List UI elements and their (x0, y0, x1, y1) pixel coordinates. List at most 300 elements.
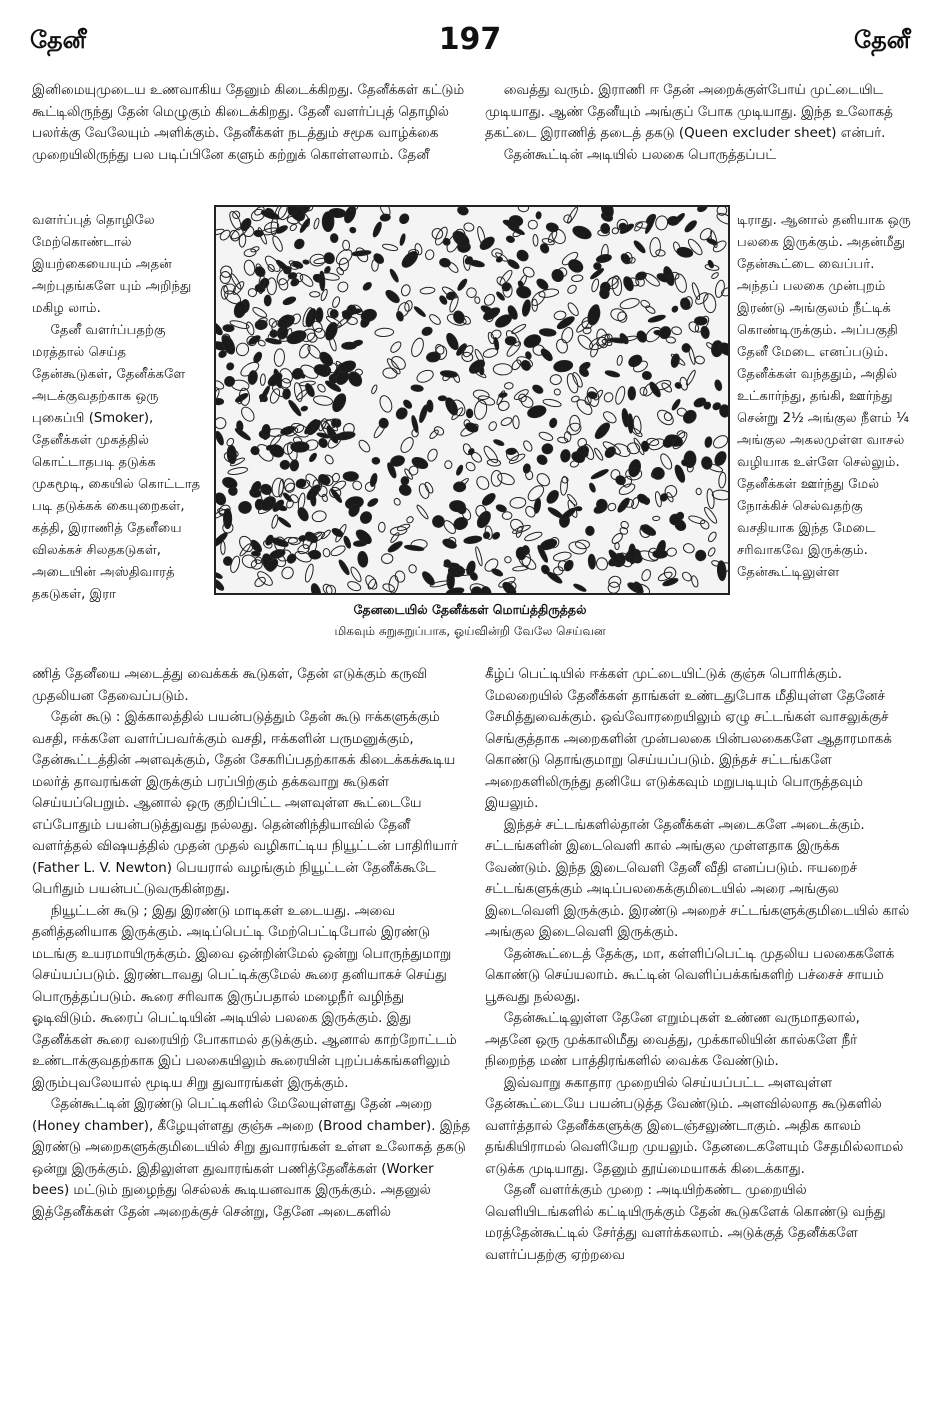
paragraph: இனிமையுமுடைய உணவாகிய தேனும் கிடைக்கிறது. தேனீக்கள் கட்டும் கூட்டிலிருந்து தேன் மெழுகும் கிடைக்கிறது. தேனீ வளர்ப்புத் தொழில் பலர்க்கு வேலேயும் அளிக்கும். தேனீக்கள் நடத்தும் சமூக வாழ்க்கை முறையிலிருந்து பல படிப்பினே களும் கற்றுக் கொள்ளலாம். தேனீ (32, 83, 465, 163)
figure-caption-title: தேனடையில் தேனீக்கள் மொய்த்திருத்தல் (353, 602, 587, 617)
bee-shape (367, 497, 380, 508)
bee-shape (400, 284, 411, 297)
bee-shape (718, 472, 726, 488)
bee-shape (633, 239, 647, 254)
bee-shape (541, 442, 554, 455)
bee-shape (409, 337, 425, 359)
bee-shape (671, 305, 679, 313)
bee-shape (696, 488, 702, 495)
bee-shape (536, 211, 542, 219)
bee-shape (331, 472, 340, 482)
bee-shape (566, 207, 579, 224)
bee-shape (466, 287, 477, 298)
paragraph: இவ்வாறு சுகாதார முறையில் செய்யப்பட்ட அளவுள்ள தேன்கூட்டையே பயன்படுத்த வேண்டும். அளவில்லாத கூடுகளில் வளர்த்தால் தேனீக்களுக்கு இடைஞ்சலுண்டாகும். அதிக காலம் தங்கியிராமல் வெளியேற முயலும். தேனடைகளேயும் சேதமில்லாமல் எடுக்க முடியாது. தேனும் தூய்மையாகக் கிடைக்காது. (485, 1075, 904, 1177)
bee-shape (542, 398, 561, 408)
bee-shape (504, 382, 513, 389)
bee-shape (480, 491, 497, 507)
bee-shape (378, 522, 385, 532)
bee-shape (464, 421, 479, 433)
bee-shape (533, 234, 539, 246)
bee-shape (330, 392, 348, 414)
bee-shape (472, 389, 489, 401)
paragraph: தேனீ வளர்க்கும் முறை : அடியிற்கண்ட முறையில் வெளியிடங்களில் கட்டியிருக்கும் தேன் கூடுகளேக் கொண்டு வந்து மரத்தேன்கூட்டில் சேர்த்து வளர்க்கலாம். அடுக்குத் தேனீக்களே வளர்ப்பதற்கு ஏற்றவை (485, 1183, 886, 1263)
bee-shape (452, 515, 470, 532)
bee-shape (474, 546, 483, 566)
bee-shape (378, 394, 394, 414)
bee-shape (271, 235, 284, 253)
bee-shape (479, 366, 484, 375)
bee-shape (317, 437, 329, 449)
bee-shape (521, 299, 531, 317)
bee-shape (248, 288, 256, 296)
bee-shape (640, 568, 652, 582)
bee-shape (336, 280, 350, 294)
paragraph: வைத்து வரும். இராணி ஈ தேன் அறைக்குள்போய் முட்டையிட முடியாது. ஆண் தேனீயும் அங்குப் போக முடியாது. இந்த உலோகத் தகட்டை இராணித் தடைத் தகடு (Queen excluder sheet) என்பர். (485, 83, 893, 141)
bee-shape (309, 550, 322, 560)
bee-shape (303, 260, 310, 265)
paragraph: தேன்கூட்டிலுள்ள தேனே எறும்புகள் உண்ண வருமாதலால், அதனே ஒரு முக்காலிமீது வைத்து, முக்காலியின் கால்களே நீர் நிறைந்த மண் பாத்திரங்களில் வைக்க வேண்டும். (485, 1011, 860, 1069)
bee-shape (455, 464, 464, 476)
bee-shape (650, 237, 661, 257)
bee-shape (421, 326, 433, 337)
bee-shape (298, 272, 315, 288)
bee-shape (550, 374, 562, 385)
bee-shape (404, 544, 424, 551)
right-column-bottom (485, 664, 910, 1266)
paragraph: தேன்கூட்டைத் தேக்கு, மா, கள்ளிப்பெட்டி முதலிய பலகைகளேக் கொண்டு செய்யலாம். கூட்டின் வெளிப்பக்கங்களிற் பச்சைச் சாயம் பூசுவது நல்லது. (485, 946, 895, 1005)
bee-shape (331, 419, 337, 428)
bee-shape (255, 319, 268, 330)
bee-shape (310, 493, 316, 506)
paragraph: ணித் தேனீயை அடைத்து வைக்கக் கூடுகள், தேன் எடுக்கும் கருவி முதலியன தேவைப்படும். (32, 667, 427, 704)
bee-shape (538, 431, 554, 443)
bee-shape (239, 405, 257, 424)
bee-shape (316, 383, 326, 394)
bee-shape (557, 437, 568, 444)
bee-shape (251, 306, 268, 320)
bee-shape (671, 398, 682, 411)
bee-shape (619, 297, 640, 311)
bee-shape (315, 308, 323, 323)
bee-shape (342, 311, 352, 320)
bee-shape (566, 257, 585, 274)
bee-shape (497, 400, 510, 412)
bee-shape (571, 395, 580, 403)
right-column-beside-figure (737, 210, 912, 584)
bee-shape (362, 281, 373, 292)
bee-shape (372, 252, 385, 265)
bee-shape (253, 575, 267, 588)
bee-shape (515, 285, 532, 299)
bee-shape (282, 492, 292, 503)
bee-shape (216, 491, 228, 507)
bee-shape (539, 328, 556, 337)
bee-shape (694, 549, 707, 562)
bee-shape (216, 531, 229, 548)
bee-shape (571, 224, 593, 241)
bee-shape (237, 534, 255, 554)
bee-shape (562, 213, 573, 224)
bee-shape (243, 259, 256, 276)
bee-shape (304, 563, 315, 582)
bee-shape (545, 488, 561, 505)
bee-shape (216, 577, 225, 591)
bee-shape (411, 415, 420, 433)
bee-shape (550, 268, 565, 284)
bee-shape (535, 453, 549, 466)
bee-shape (654, 491, 662, 507)
bee-shape (482, 531, 491, 540)
bee-shape (381, 553, 393, 564)
bee-shape (425, 249, 435, 260)
bee-shape (429, 429, 440, 440)
bee-shape (590, 278, 599, 292)
bee-shape (398, 435, 415, 454)
bee-shape (457, 207, 470, 216)
bee-shape (426, 448, 439, 463)
bee-shape (707, 260, 714, 269)
bee-shape (389, 340, 403, 354)
bee-shape (521, 265, 536, 279)
bee-shape (607, 502, 618, 512)
bee-shape (603, 391, 615, 403)
left-column-top (32, 80, 472, 166)
bee-shape (264, 295, 271, 306)
bee-shape (294, 423, 305, 434)
bee-shape (560, 476, 568, 495)
paragraph: வளர்ப்புத் தொழிலே மேற்கொண்டால் இயற்கையையும் அதன் அற்புதங்களே யும் அறிந்து மகிழ லாம். (32, 213, 192, 316)
bee-shape (531, 383, 544, 395)
bee-shape (502, 512, 512, 520)
bee-shape (605, 370, 621, 378)
bee-shape (439, 257, 451, 268)
paragraph: டிராது. ஆனால் தனியாக ஒரு பலகை இருக்கும். அதன்மீது தேன்கூட்டை வைப்பர். அந்தப் பலகை முன்புறம் இரண்டு அங்குலம் நீட்டிக் கொண்டிருக்கும். அப்பகுதி தேனீ மேடை எனப்படும். தேனீக்கள் வந்ததும், அதில் உட்கார்ந்து, தங்கி, ஊர்ந்து சென்று 2½ அங்குல நீளம் ¼ அங்குல அகலமுள்ள வாசல் வழியாக உள்ளே செல்லும். தேனீக்கள் ஊர்ந்து மேல் நோக்கிச் செல்வதற்கு வசதியாக இந்த மேடை சரிவாகவே இருக்கும். தேன்கூட்டிலுள்ள (737, 213, 911, 580)
bee-shape (522, 332, 542, 349)
bee-shape (321, 583, 334, 593)
bee-shape (493, 439, 505, 447)
bee-shape (286, 552, 298, 564)
bee-shape (628, 387, 635, 400)
bee-shape (549, 417, 558, 428)
bee-shape (398, 212, 411, 225)
bee-shape (717, 561, 727, 581)
bee-shape (511, 323, 527, 335)
bee-shape (566, 284, 578, 295)
bee-shape (224, 509, 232, 529)
bee-shape (444, 332, 460, 352)
bee-shape (704, 436, 712, 448)
bee-shape (427, 400, 434, 412)
bee-shape (357, 438, 372, 454)
bee-shape (601, 409, 618, 425)
bee-shape (222, 555, 234, 567)
bee-shape (657, 325, 673, 341)
bee-shape (320, 529, 331, 540)
bee-shape (320, 289, 329, 302)
bee-shape (667, 216, 679, 226)
bee-shape (223, 324, 234, 332)
bee-shape (463, 535, 482, 545)
bee-shape (420, 570, 436, 587)
bee-shape (372, 457, 380, 464)
bee-shape (526, 404, 547, 420)
bee-shape (223, 374, 237, 388)
bee-shape (282, 295, 297, 306)
bee-shape (324, 454, 335, 466)
bee-shape (663, 411, 673, 422)
bee-shape (431, 514, 446, 529)
bee-shape (506, 258, 520, 270)
bee-shape (322, 548, 330, 557)
page-header (30, 22, 910, 66)
bee-shape (428, 313, 442, 326)
bee-shape (216, 430, 225, 446)
bee-shape (711, 433, 728, 450)
bee-shape (600, 223, 610, 234)
bee-shape (289, 421, 311, 440)
bee-shape (244, 248, 257, 257)
bee-shape (711, 272, 720, 280)
bee-shape (331, 296, 341, 309)
right-column-top (485, 80, 910, 166)
bee-shape (545, 222, 559, 233)
bee-shape (702, 293, 717, 314)
bee-shape (322, 212, 334, 232)
bee-shape (694, 291, 710, 307)
bee-shape (632, 416, 642, 435)
bee-shape (538, 288, 559, 299)
bee-shape (614, 474, 626, 486)
bee-shape (225, 361, 235, 371)
bee-shape (524, 531, 543, 543)
bee-shape (616, 355, 623, 366)
bee-shape (671, 326, 683, 336)
bee-shape (573, 583, 587, 593)
bee-shape (331, 527, 344, 538)
bee-shape (694, 355, 705, 365)
bee-shape (247, 370, 258, 385)
bee-shape (343, 472, 358, 482)
paragraph: நியூட்டன் கூடு ; இது இரண்டு மாடிகள் உடையது. அவை தனித்தனியாக இருக்கும். அடிப்பெட்டி மேற்பெட்டிபோல் இரண்டு மடங்கு உயரமாயிருக்கும். இவை ஒன்றின்மேல் ஒன்று பொருந்துமாறு செய்யப்படும். இரண்டாவது பெட்டிக்குமேல் கூரை தனியாகச் செய்து பொருத்தப்படும். கூரை சரிவாக இருப்பதால் மழைநீர் வழிந்து ஓடிவிடும். கூரைப் பெட்டியின் அடியில் பலகை இருக்கும். இது தேனீக்கள் கூரை வரையிற் போகாமல் தடுக்கும். ஆனால் காற்றோட்டம் உண்டாக்குவதற்காக இப் பலகையிலும் கூரையின் புறப்பக்கங்களிலும் இரும்புவலேயால் மூடிய சிறு துவாரங்கள் இருக்கும். (32, 903, 457, 1091)
bee-shape (586, 526, 595, 535)
bee-shape (289, 223, 298, 232)
bee-shape (553, 388, 562, 397)
bee-shape (642, 371, 652, 381)
bee-shape (349, 227, 356, 234)
bee-shape (491, 567, 504, 577)
bee-shape (588, 554, 596, 569)
bee-shape (588, 482, 596, 493)
bee-shape (487, 420, 497, 431)
bee-shape (707, 531, 718, 543)
bee-shape (641, 441, 649, 452)
bee-shape (369, 473, 378, 487)
page-number: 197 (438, 22, 502, 57)
bee-shape (714, 379, 723, 391)
bee-shape (349, 566, 363, 583)
bee-shape (375, 328, 394, 337)
paragraph: தேன் கூடு : இக்காலத்தில் பயன்படுத்தும் தேன் கூடு ஈக்களுக்கும் வசதி, ஈக்களே வளர்ப்பவர்க்கும் வசதி, ஈக்களின் பருமனுக்கும், தேன்கூட்டத்தின் அளவுக்கும், தேன் சேகரிப்பதற்காகக் கிடைக்கக்கூடிய மலர்த் தாவரங்கள் இருக்கும் பரப்பிற்கும் தக்கவாறு கூடுகள் செய்யப்பெறும். ஆனால் ஒரு குறிப்பிட்ட அளவுள்ள கூட்டையே எப்போதும் பயன்படுத்துவது நல்லது. தென்னிந்தியாவில் தேனீ வளர்த்தல் விஷயத்தில் முதன் முதல் வழிகாட்டிய நியூட்டன் பாதிரியார் (Father L. V. Newton) பெயரால் வழங்கும் நியூட்டன் தேனீக்கூடே பெரிதும் பயன்பட்டுவருகின்றது. (32, 710, 458, 897)
bee-shape (277, 516, 292, 528)
bee-shape (216, 571, 223, 579)
bee-shape (691, 282, 701, 300)
bee-shape (673, 464, 686, 484)
bee-shape (655, 215, 669, 231)
bee-shape (518, 207, 529, 212)
bee-shape (606, 580, 622, 593)
paragraph: தேனீ வளர்ப்பதற்கு மரத்தால் செய்த தேன்கூடுகள், தேனீக்களே அடக்குவதற்காக ஒரு புகைப்பி (Smoker), தேனீக்கள் முகத்தில் கொட்டாதபடி தடுக்க முகமூடி, கையில் கொட்டாத படி தடுக்கக் கையுறைகள், கத்தி, இராணித் தேனீயை விலக்கச் சிலதகடுகள், அடையின் அஸ்திவாரத் தகடுகள், இரா (32, 323, 201, 602)
bee-shape (648, 314, 666, 324)
bee-shape (438, 396, 446, 401)
bee-shape (310, 292, 320, 297)
bee-shape (525, 351, 533, 360)
bee-shape (566, 301, 580, 317)
bee-shape (560, 449, 571, 462)
bee-shape (310, 583, 323, 593)
bee-shape (482, 292, 496, 307)
bee-shape (614, 386, 627, 406)
bee-shape (683, 219, 698, 234)
bee-shape (313, 218, 320, 230)
bee-shape (311, 510, 327, 523)
bee-shape (227, 466, 248, 476)
bee-shape (271, 514, 279, 529)
bee-shape (593, 262, 601, 270)
bee-shape (589, 343, 600, 358)
bee-shape (417, 482, 430, 499)
bee-shape (313, 395, 333, 407)
bee-shape (617, 311, 628, 323)
bee-shape (482, 444, 500, 464)
bee-shape (696, 207, 708, 213)
bee-shape (546, 570, 563, 585)
bee-shape (707, 547, 716, 558)
bee-shape (595, 557, 608, 571)
bee-shape (553, 359, 573, 373)
bee-shape (505, 337, 516, 345)
bee-shape (420, 287, 435, 295)
bee-shape (384, 288, 401, 305)
bee-shape (216, 416, 227, 430)
bee-shape (399, 233, 406, 245)
bee-shape (496, 471, 516, 487)
bee-shape (517, 280, 524, 288)
left-column-bottom (32, 664, 472, 1223)
bee-shape (323, 321, 339, 342)
bee-shape (363, 574, 379, 591)
bee-shape (627, 353, 644, 369)
bee-shape (629, 544, 637, 564)
bee-shape (475, 509, 493, 530)
paragraph: தேன்கூட்டின் அடியில் பலகை பொருத்தப்பட் (503, 147, 777, 163)
bee-shape (491, 531, 501, 540)
bee-shape (445, 461, 453, 469)
bee-shape (571, 274, 583, 282)
figure-caption-subtitle: மிகவும் சுறுசுறுப்பாக, ஓய்வின்றி வேலே செய்வன (334, 624, 606, 638)
bee-shape (474, 296, 480, 303)
bees-photo-graphic (216, 207, 728, 593)
bee-shape (334, 247, 355, 268)
bee-shape (528, 220, 537, 229)
bee-shape (682, 542, 695, 554)
bee-shape (321, 494, 328, 503)
bee-shape (239, 217, 253, 233)
bee-shape (500, 416, 513, 427)
bee-shape (371, 384, 378, 394)
bee-shape (271, 477, 285, 497)
paragraph: இந்தச் சட்டங்களில்தான் தேனீக்கள் அடைகளே அடைக்கும். சட்டங்களின் இடைவெளி கால் அங்குல முள்ளதாக இருக்க வேண்டும். இந்த இடைவெளி தேனீ வீதி எனப்படும். ஈயறைச் சட்டங்களுக்கும் அடிப்பலகைக்குமிடையில் அரை அங்குல இடைவெளி இருக்கும். இரண்டு அறைச் சட்டங்களுக்குமிடையில் கால் அங்குல இடைவெளி இருக்கும். (485, 817, 910, 940)
bee-shape (645, 305, 657, 315)
bee-shape (358, 510, 373, 526)
bee-shape (378, 417, 389, 429)
bee-shape (596, 253, 612, 263)
bee-shape (515, 248, 530, 263)
bee-shape (337, 559, 350, 576)
bee-shape (289, 459, 299, 471)
bee-shape (415, 368, 435, 385)
bee-shape (464, 461, 476, 473)
bee-shape (590, 468, 609, 480)
bee-shape (382, 367, 397, 379)
bee-shape (279, 460, 290, 470)
bee-shape (410, 455, 429, 470)
bee-shape (699, 519, 711, 531)
bee-shape (523, 463, 531, 473)
bee-shape (408, 564, 417, 574)
bee-shape (342, 240, 350, 251)
bee-shape (389, 268, 400, 283)
bee-shape (216, 398, 224, 404)
bee-shape (512, 415, 519, 428)
bee-shape (463, 222, 474, 232)
bee-shape (426, 351, 441, 363)
bee-shape (351, 250, 371, 257)
bee-shape (666, 547, 677, 557)
bee-shape (456, 278, 468, 292)
bee-shape (308, 452, 318, 463)
bee-shape (449, 500, 465, 512)
bee-shape (324, 583, 337, 593)
bee-shape (653, 550, 668, 558)
bee-shape (239, 234, 247, 248)
bee-shape (274, 348, 285, 366)
bee-shape (309, 253, 326, 266)
bee-shape (298, 535, 307, 542)
bee-shape (575, 507, 582, 511)
bee-shape (491, 470, 502, 486)
bee-shape (319, 271, 325, 291)
bee-shape (251, 551, 260, 556)
bee-shape (509, 497, 526, 509)
bee-shape (522, 439, 534, 452)
bee-shape (357, 551, 368, 568)
bee-shape (342, 342, 357, 349)
bee-shape (495, 291, 505, 301)
bee-shape (411, 384, 424, 392)
bee-shape (221, 541, 226, 554)
bee-shape (238, 501, 252, 515)
bee-shape (673, 273, 688, 294)
bee-shape (293, 237, 306, 250)
bee-shape (330, 544, 347, 558)
bee-shape (280, 565, 296, 581)
bee-shape (413, 305, 426, 317)
bee-shape (506, 448, 517, 455)
bee-shape (616, 496, 631, 513)
bee-shape (230, 273, 243, 290)
bee-shape (593, 447, 604, 461)
bee-shape (260, 374, 266, 386)
